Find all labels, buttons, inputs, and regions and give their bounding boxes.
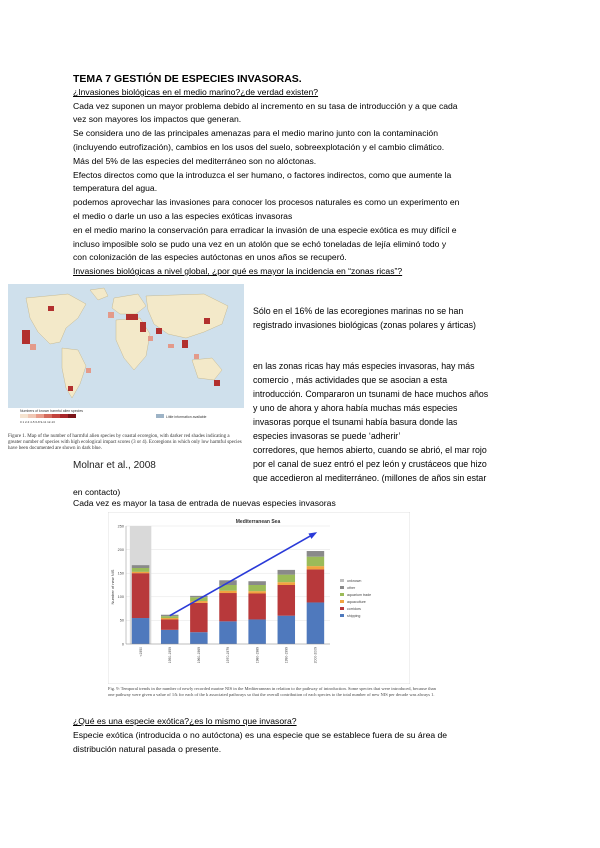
chart-bar-segment bbox=[307, 551, 324, 557]
paragraph-line: en contacto) bbox=[73, 487, 121, 497]
paragraph-line: vez son mayores los impactos que generan. bbox=[73, 114, 242, 124]
paragraph-line: invasoras porque el tsunami había basura donde las bbox=[253, 417, 458, 427]
paragraph-line: Más del 5% de las especies del mediterráneo son no alóctonas. bbox=[73, 156, 317, 166]
map-legend-left: Numbers of known harmful alien species bbox=[20, 409, 84, 413]
paragraph-line: podemos aprovechar las invasiones para conocer los procesos naturales es como un experimento en bbox=[73, 197, 460, 207]
question-heading-3: ¿Qué es una especie exótica?¿es lo mismo que invasora? bbox=[73, 716, 297, 726]
map-legend bbox=[20, 414, 164, 418]
chart-bar-segment bbox=[219, 593, 236, 621]
chart-bar-segment bbox=[132, 565, 149, 568]
chart-bar-segment bbox=[248, 593, 265, 619]
chart-xtick-label: 1960-1969 bbox=[197, 647, 202, 664]
chart-ylabel: Number of new NIS bbox=[110, 569, 115, 605]
chart-bar-segment bbox=[190, 603, 207, 632]
paragraph-line: Efectos directos como que la introduzca el ser humano, o factores indirectos, como que aumente la bbox=[73, 170, 452, 180]
paragraph-line: Se considera uno de las principales amenazas para el medio marino junto con la contaminación bbox=[73, 128, 438, 138]
paragraph-line: registrado invasiones biológicas (zonas polares y árticas) bbox=[253, 320, 476, 330]
chart-legend-label: aquaculture bbox=[347, 600, 366, 604]
map-caption: Figure 1. Map of the number of harmful alien species by coastal ecoregion, with darker red shades indicating a greater number of species with high ecological impact scores (3 or 4). Ecoregions in which only low harmful species have been documented are shown in dark blue. bbox=[8, 434, 242, 452]
chart-legend-label: corridors bbox=[347, 607, 361, 611]
chart-bar-segment bbox=[278, 616, 295, 644]
paragraph-line: comercio , más actividades que se asocian a esta bbox=[253, 375, 448, 385]
chart-bar-segment bbox=[278, 575, 295, 583]
chart-ytick-label: 150 bbox=[117, 571, 124, 576]
chart-xtick-label: 1980-1989 bbox=[255, 647, 260, 664]
question-heading-1: ¿Invasiones biológicas en el medio marino?¿de verdad existen? bbox=[73, 87, 319, 97]
paragraph-line: incluso imposible solo se pudo una vez en un atolón que se echó toneladas de lejía eliminó todo y bbox=[73, 239, 447, 249]
chart-legend-swatch bbox=[340, 614, 344, 617]
paragraph-line: que accedieron al mediterráneo. (millones de años sin estar bbox=[253, 473, 487, 483]
chart-bar-segment bbox=[219, 591, 236, 593]
chart-xtick-label: 1950-1959 bbox=[167, 647, 172, 664]
chart-ytick-label: 200 bbox=[117, 547, 124, 552]
chart-xtick-label: 1990-1999 bbox=[284, 647, 289, 664]
map-legend-right: Little information available bbox=[166, 415, 207, 419]
chart-xtick-label: 1970-1979 bbox=[226, 647, 231, 664]
paragraph-line: distribución natural pasada o presente. bbox=[73, 744, 222, 754]
paragraph-line: especies invasoras se puede ‘adherir’ bbox=[253, 431, 401, 441]
paragraph-line: corredores, que hemos abierto, cuando se abrió, el mar rojo bbox=[253, 445, 487, 455]
chart-legend-swatch bbox=[340, 593, 344, 596]
chart-bar-segment bbox=[278, 582, 295, 585]
paragraph-line: en las zonas ricas hay más especies invasoras, hay más bbox=[253, 361, 475, 371]
chart-ytick-label: 50 bbox=[119, 618, 124, 623]
chart-bar-segment bbox=[161, 630, 178, 644]
chart-legend-label: other bbox=[347, 586, 356, 590]
paragraph-line: el medio o darle un uso a las especies exóticas invasoras bbox=[73, 211, 293, 221]
map-legend-ticks: 0 1 2-3 4-5 6-8 9-11 12-13 bbox=[20, 420, 55, 424]
chart-bar-segment bbox=[132, 618, 149, 644]
chart-bar-segment bbox=[190, 632, 207, 644]
paragraph-line: Cada vez suponen un mayor problema debido al incremento en su tasa de introducción y a que cada bbox=[73, 101, 458, 111]
chart-ytick-label: 250 bbox=[117, 524, 124, 529]
chart-bar-segment bbox=[219, 621, 236, 644]
chart-bar-segment bbox=[248, 581, 265, 585]
question-heading-2: Invasiones biológicas a nivel global, ¿por qué es mayor la incidencia en “zonas ricas”? bbox=[73, 266, 403, 276]
chart-ytick-label: 0 bbox=[121, 642, 124, 647]
chart-bar-segment bbox=[132, 572, 149, 573]
chart-legend-swatch bbox=[340, 607, 344, 610]
chart-bar-segment bbox=[248, 585, 265, 591]
chart-legend-label: unknown bbox=[347, 579, 362, 583]
chart-bar-segment bbox=[278, 585, 295, 616]
paragraph-line: por el canal de suez entró el pez león y crustáceos que hizo bbox=[253, 459, 487, 469]
chart-bar-segment bbox=[132, 573, 149, 618]
chart-bar-segment bbox=[161, 616, 178, 618]
chart-bar-segment bbox=[307, 566, 324, 569]
nis-bar-chart bbox=[108, 512, 410, 684]
chart-xtick-label: <1950 bbox=[138, 647, 143, 657]
chart-ytick-label: 100 bbox=[117, 595, 124, 600]
paragraph-line: introducción. Compararon un tsunami de hace muchos años bbox=[253, 389, 489, 399]
chart-title: Mediterranean Sea bbox=[235, 519, 281, 525]
document-title: TEMA 7 GESTIÓN DE ESPECIES INVASORAS. bbox=[73, 73, 302, 85]
paragraph-line: Especie exótica (introducida o no autóctona) es una especie que se establece fuera de su área de bbox=[73, 730, 448, 740]
chart-bar-segment bbox=[307, 602, 324, 644]
chart-bar-segment bbox=[132, 568, 149, 572]
chart-bar-segment bbox=[248, 591, 265, 593]
chart-bar-segment bbox=[278, 570, 295, 575]
chart-legend-swatch bbox=[340, 600, 344, 603]
chart-xtick-label: 2000-2009 bbox=[313, 647, 318, 664]
chart-legend-label: aquarium trade bbox=[347, 593, 372, 597]
paragraph-line: Cada vez es mayor la tasa de entrada de nuevas especies invasoras bbox=[73, 498, 336, 508]
chart-bar-segment bbox=[161, 618, 178, 619]
paragraph-line: Sólo en el 16% de las ecoregiones marinas no se han bbox=[253, 306, 464, 316]
paragraph-line: y uno de ahora y ahora había muchas más especies bbox=[253, 403, 458, 413]
chart-legend-swatch bbox=[340, 586, 344, 589]
paragraph-line: en el medio marino la conservación para erradicar la invasión de una especie exótica es muy difícil e bbox=[73, 225, 457, 235]
chart-caption: Fig. 9: Temporal trends in the number of newly recorded marine NIS in the Mediterranean in relation to the pathway of introduction. Some species that were introduced, because than one pathway were given a value of 1/k for each of the k associated pathways so that the overall contribution of each species to the total number of new NIS per decade was always 1. bbox=[108, 686, 436, 697]
chart-bar-segment bbox=[248, 619, 265, 644]
paragraph-line: (incluyendo eutrofización), cambios en los usos del suelo, sobreexplotación y el cambio climático. bbox=[73, 142, 445, 152]
chart-bar-segment bbox=[161, 619, 178, 629]
chart-legend-swatch bbox=[340, 579, 344, 582]
map-source: Molnar et al., 2008 bbox=[73, 460, 156, 471]
chart-bar-segment bbox=[307, 569, 324, 602]
chart-bar-segment bbox=[307, 557, 324, 566]
chart-legend-label: shipping bbox=[347, 614, 361, 618]
paragraph-line: con colonización de las especies autóctonas en unos años se recuperó. bbox=[73, 252, 347, 262]
paragraph-line: temperatura del agua. bbox=[73, 183, 158, 193]
